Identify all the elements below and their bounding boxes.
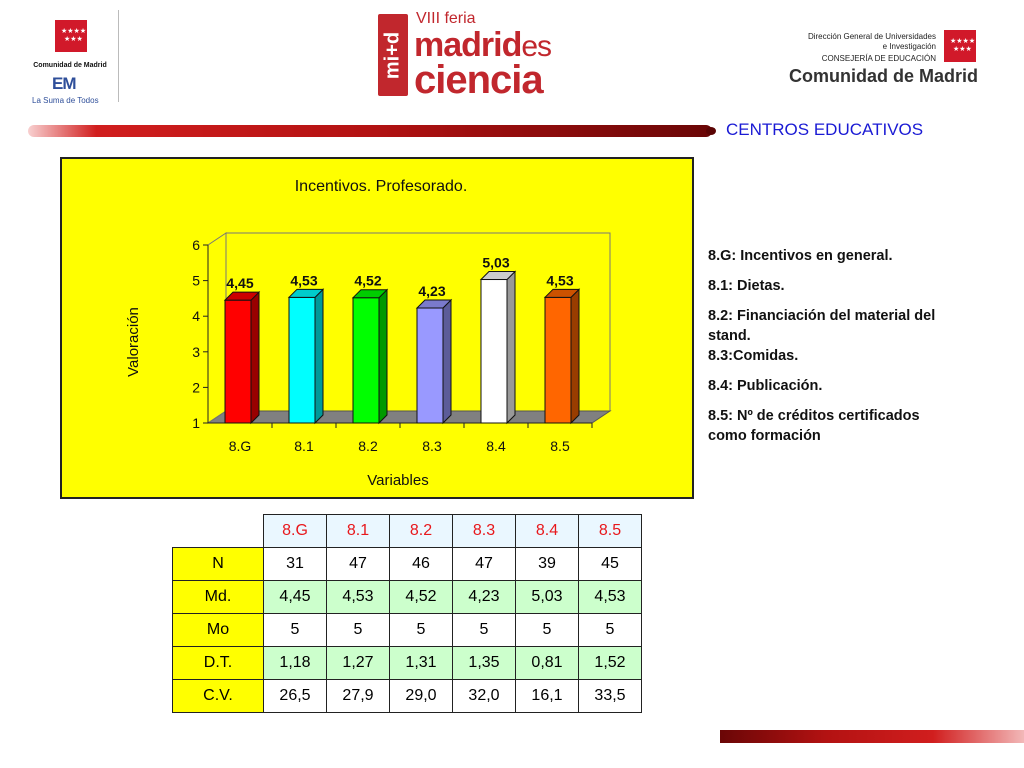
- table-cell: 4,53: [327, 581, 390, 614]
- section-title: CENTROS EDUCATIVOS: [726, 120, 924, 139]
- column-header: 8.3: [453, 515, 516, 548]
- table-cell: 5: [516, 614, 579, 647]
- row-header: D.T.: [173, 647, 264, 680]
- table-cell: 33,5: [579, 680, 642, 713]
- y-tick-label: 1: [192, 415, 200, 431]
- mid-logo-mark: mi+d: [378, 14, 408, 96]
- right-logo-line1: Dirección General de Universidades: [807, 32, 936, 41]
- row-header: Mo: [173, 614, 264, 647]
- table-cell: 1,27: [327, 647, 390, 680]
- table-cell: 0,81: [516, 647, 579, 680]
- table-cell: 46: [390, 548, 453, 581]
- table-cell: 1,31: [390, 647, 453, 680]
- bar-side-8.5: [571, 289, 579, 423]
- em-logo-mark: EM: [52, 74, 76, 93]
- note-84: 8.4: Publicación.: [708, 378, 823, 394]
- y-tick-label: 6: [192, 237, 200, 253]
- table-cell: 39: [516, 548, 579, 581]
- data-label: 4,53: [546, 272, 574, 289]
- left-logo-name: Comunidad de Madrid: [33, 62, 107, 69]
- table-cell: 1,18: [264, 647, 327, 680]
- y-axis-title: Valoración: [125, 307, 142, 377]
- table-cell: 4,53: [579, 581, 642, 614]
- logo-madrid-text: madrides: [414, 26, 552, 64]
- red-rule-tip: [706, 127, 716, 135]
- table-cell: 1,52: [579, 647, 642, 680]
- note-8g: 8.G: Incentivos en general.: [708, 248, 893, 264]
- table-cell: 1,35: [453, 647, 516, 680]
- data-label: 4,52: [354, 272, 382, 289]
- feria-edition: VIII feria: [416, 10, 476, 27]
- table-cell: 4,45: [264, 581, 327, 614]
- bar-8.4: [481, 280, 507, 423]
- chart-side-wall: [208, 233, 226, 423]
- bar-side-8.1: [315, 289, 323, 423]
- table-row-dt: [173, 647, 642, 680]
- right-logo-line2: e Investigación: [882, 42, 936, 51]
- table-cell: 26,5: [264, 680, 327, 713]
- table-cell: 45: [579, 548, 642, 581]
- y-tick-label: 5: [192, 272, 200, 289]
- table-cell: 5: [264, 614, 327, 647]
- x-tick-label: 8.G: [228, 438, 252, 454]
- x-axis-title: Variables: [367, 472, 429, 489]
- column-header: 8.1: [327, 515, 390, 548]
- column-header: 8.2: [390, 515, 453, 548]
- table-row-mo: [173, 614, 642, 647]
- bar-8.5: [545, 297, 571, 423]
- logo-ciencia-text: ciencia: [414, 58, 543, 102]
- red-header-rule: [28, 125, 712, 137]
- table-cell: 47: [453, 548, 516, 581]
- x-tick-label: 8.5: [550, 438, 570, 454]
- bar-side-8.2: [379, 290, 387, 423]
- red-footer-rule: [720, 730, 1024, 743]
- table-cell: 5: [579, 614, 642, 647]
- row-header: Md.: [173, 581, 264, 614]
- note-85: 8.5: Nº de créditos certificados como formación: [708, 408, 920, 444]
- column-header: 8.G: [264, 515, 327, 548]
- direccion-general-logo: [746, 26, 982, 90]
- bar-8.G: [225, 300, 251, 423]
- table-cell: 16,1: [516, 680, 579, 713]
- data-label: 4,45: [226, 275, 254, 292]
- x-tick-label: 8.3: [422, 438, 442, 454]
- x-tick-label: 8.1: [294, 438, 314, 454]
- table-cell: 32,0: [453, 680, 516, 713]
- row-header: C.V.: [173, 680, 264, 713]
- chart-title: Incentivos. Profesorado.: [294, 178, 468, 195]
- left-logo-tagline: La Suma de Todos: [32, 96, 99, 105]
- bar-chart-panel: [60, 157, 694, 499]
- variables-legend-notes: [708, 246, 958, 456]
- bar-8.1: [289, 297, 315, 423]
- data-label: 4,23: [418, 283, 446, 300]
- bar-side-8.3: [443, 300, 451, 423]
- madrid-flag-icon-right: ★★★★ ★★★: [944, 30, 976, 62]
- bar-side-8.G: [251, 292, 259, 423]
- bar-chart: [62, 159, 692, 497]
- comunidad-madrid-logo-left: [22, 10, 118, 105]
- table-corner: [173, 515, 264, 548]
- table-cell: 4,52: [390, 581, 453, 614]
- data-label: 4,53: [290, 272, 318, 289]
- y-tick-label: 3: [192, 343, 200, 360]
- table-header-row: [173, 515, 642, 548]
- x-tick-label: 8.2: [358, 438, 378, 454]
- table-row-cv: [173, 680, 642, 713]
- bar-side-8.4: [507, 272, 515, 423]
- note-83: 8.3:Comidas.: [708, 348, 799, 364]
- statistics-table: [172, 514, 642, 713]
- table-cell: 5,03: [516, 581, 579, 614]
- y-tick-label: 4: [192, 308, 200, 325]
- table-cell: 4,23: [453, 581, 516, 614]
- bar-8.3: [417, 308, 443, 423]
- feria-madrid-es-ciencia-logo: [376, 10, 572, 100]
- logo-divider: [118, 10, 119, 102]
- data-label: 5,03: [482, 254, 510, 271]
- table-cell: 29,0: [390, 680, 453, 713]
- table-cell: 27,9: [327, 680, 390, 713]
- note-81: 8.1: Dietas.: [708, 278, 785, 294]
- madrid-flag-icon: ★★★★ ★★★: [55, 20, 87, 52]
- right-logo-line4: Comunidad de Madrid: [789, 66, 978, 86]
- table-cell: 5: [327, 614, 390, 647]
- table-cell: 47: [327, 548, 390, 581]
- x-tick-label: 8.4: [486, 438, 506, 454]
- table-cell: 31: [264, 548, 327, 581]
- column-header: 8.5: [579, 515, 642, 548]
- column-header: 8.4: [516, 515, 579, 548]
- y-tick-label: 2: [192, 379, 200, 396]
- table-row-md: [173, 581, 642, 614]
- table-row-n: [173, 548, 642, 581]
- bar-8.2: [353, 298, 379, 423]
- right-logo-line3: CONSEJERÍA DE EDUCACIÓN: [821, 54, 936, 63]
- row-header: N: [173, 548, 264, 581]
- table-cell: 5: [453, 614, 516, 647]
- note-82: 8.2: Financiación del material del stand.: [708, 308, 936, 344]
- table-cell: 5: [390, 614, 453, 647]
